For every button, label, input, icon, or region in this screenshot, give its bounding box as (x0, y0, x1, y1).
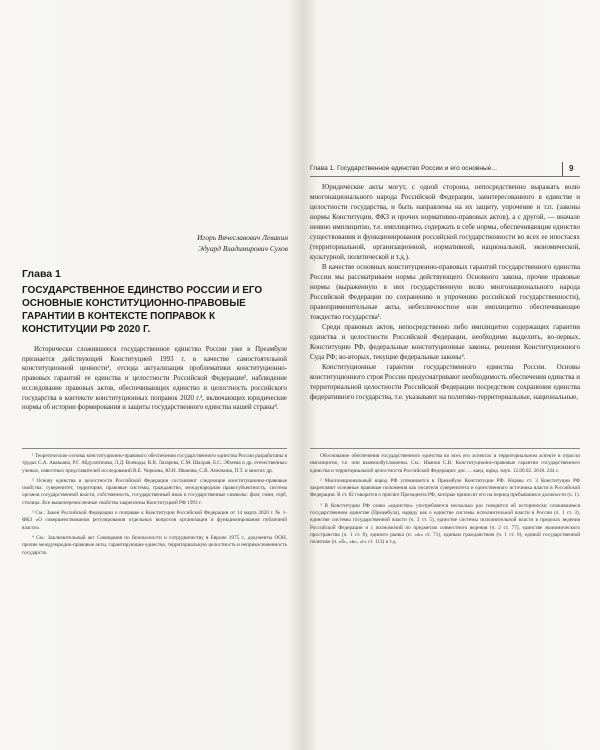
paragraph: Исторически сложившееся государственное единство России уже в Преамбуле признается действующей Конституцией 1993 г. в качестве самостоятельной конституционной ценности¹, отсюда актуализация проблематики конституционно-правовых гарантий ее единства и целостности Российской Федерации², наблюдение исследование правовых актов, обеспечивающих единство и целостность российского государства в контексте конституционных поправок 2020 г.³, включающих юридические нормы об истории формирования и защиты государственного единства нашей страны⁴. (22, 346, 287, 412)
paragraph: Среди правовых актов, непосредственно либо имплицитно содержащих гарантии единства и целостности Российской Федерации, необходимо выделить, во-первых, Конституцию РФ, федеральные конституционные законы, решения Конституционного Суда РФ; во-вторых, текущие федеральные законы². (310, 323, 580, 361)
right-page-body (310, 182, 580, 402)
footnote: Обоснование обеспечения государственного единства во всех его аспектах в территориальном аспекте в отрасли имплицитно, т.е. они взаимообусловлены. См.: Иванов С.В. Конституционно-правовые гарантии государственного единства и территориальной целостности Российской Федерации: дис. ... канд. юрид. наук. 12.00.02. 2018. 244 с. (310, 453, 580, 474)
running-head-divider (562, 162, 563, 176)
page-number: 9 (569, 164, 574, 173)
paragraph: В качестве основных конституционно-правовых гарантий государственного единства России мы рассматриваем нормы действующего Основного закона, прочие правовые нормы (выраженную в них государственную волю многонационального народа Российской Федерации по сохранению и упрочению российской государственности), правоприменительные акты, небезличностное или имплицитно обеспечивающее тождество государства¹. (310, 263, 580, 321)
footnote: ¹ Теоретические основы конституционно-правового обеспечения государственного единства России разработаны в трудах С.А. Авакьяна, Р.Г. Абдулатипова, Л.Д. Воеводы, В.В. Лазарева, С.М. Шахрая, Б.С. Эбзеева и др. отечественных ученых, известных представителей исследований В.Е. Чиркина, Ю.Н. Иванова, С.В. Апелкина, П.Т. и многих др. (22, 453, 287, 474)
footnote: ² Многонациональный народ РФ упоминается в Преамбуле Конституции РФ. Нормы ст. 3 Конституции РФ закрепляют основные правовые положения как носителя суверенитета и единственного источника власти в Российской Федерации. В ст. 82 говорится о присяге Президента РФ, которые приносит его на период пребывания в должности (ч. 1). (310, 477, 580, 499)
paragraph: Конституционные гарантии государственного единства России. Основы конституционного строя России предусматривают необходимость обеспечения единства и территориальной целостности Российской Федерации посредством сохранения единства федеративного государства, т.е. указывают на политико-территориальные, национальные, (310, 363, 580, 401)
left-page-body (22, 345, 287, 413)
footnote: ² Основу единства и целостности Российской Федерации составляют следующие конституционно-правовые свойства: суверенитет, территория, правовые системы, гражданство, международная правосубъектность, система органов государственной власти, собственность, государственный язык и государственные символы: флаг, гимн, герб, столица. Все вышеперечисленные свойства закреплены Конституцией РФ 1993 г. (22, 477, 287, 506)
footnote: ³ См.: Закон Российской Федерации о поправке к Конституции Российской Федерации от 14 марта 2020 г. № 1-ФКЗ «О совершенствовании регулирования отдельных вопросов организации и функционирования публичной власти». (22, 510, 287, 531)
right-footnotes (310, 448, 580, 550)
authors-block (150, 232, 288, 254)
footnote: ³ В Конституции РФ слово «единство» употребляется несколько раз говорится об исторически сложившемся государственном единстве (Преамбула), наряду как о единстве системы исполнительной власти в России (ч. 1 ст. 3), единстве системы государственной власти (ч. 3 ст. 5), единстве системы исполнительной власти в пределах ведения Российской Федерации и с полномочий по предметам совместного ведения (ч. 2 ст. 77), единстве экономического пространства (ч. 1 ст. 8), единого рынка (п. «ж» ст. 71), единым гражданством (ч. 1 ст. 6), единой государственной политике (п. «б», «в», «г» ст. 113) и т.д. (310, 502, 580, 546)
chapter-title: ГОСУДАРСТВЕННОЕ ЕДИНСТВО РОССИИ И ЕГО ОСНОВНЫЕ КОНСТИТУЦИОННО-ПРАВОВЫЕ ГАРАНТИИ В КОНТЕКСТЕ ПОПРАВОК К КОНСТИТУЦИИ РФ 2020 Г. (22, 285, 263, 335)
running-head (310, 164, 580, 177)
footnote: ⁴ См.: Заключительный акт Совещания по безопасности и сотрудничеству в Европе 1975 г., документы ООН, прочие международно-правовые акты, гарантирующие единство, территориальную целостность и неприкосновенность государств. (22, 534, 287, 556)
author-name: Игорь Вячеславович Левакин (197, 233, 288, 242)
chapter-number: Глава 1 (22, 268, 61, 280)
left-footnotes (22, 448, 287, 560)
author-name: Эдуард Владимирович Сухов (198, 244, 288, 253)
paragraph: Юридические акты могут, с одной стороны, непосредственно выражать волю многонационального народа Российской Федерации, заинтересованного в единстве и целостности государства, и быть направлены на их защиту, упрочение и т.п. (законы нормы Конституции, ФКЗ и прочих нормативно-правовых актов), а с другой, — вначале неявно имплицитно, т.е. имплицитно, содержать в себе нормы, обеспечивающие единство существования и функционирования российской государственности во всех ее ипостасях (территориальной, организационной, нормативной, национальной, экономической, культурной, политической и т.д.). (310, 183, 580, 261)
running-head-title: Глава 1. Государственное единство России и его основные... (310, 165, 497, 172)
